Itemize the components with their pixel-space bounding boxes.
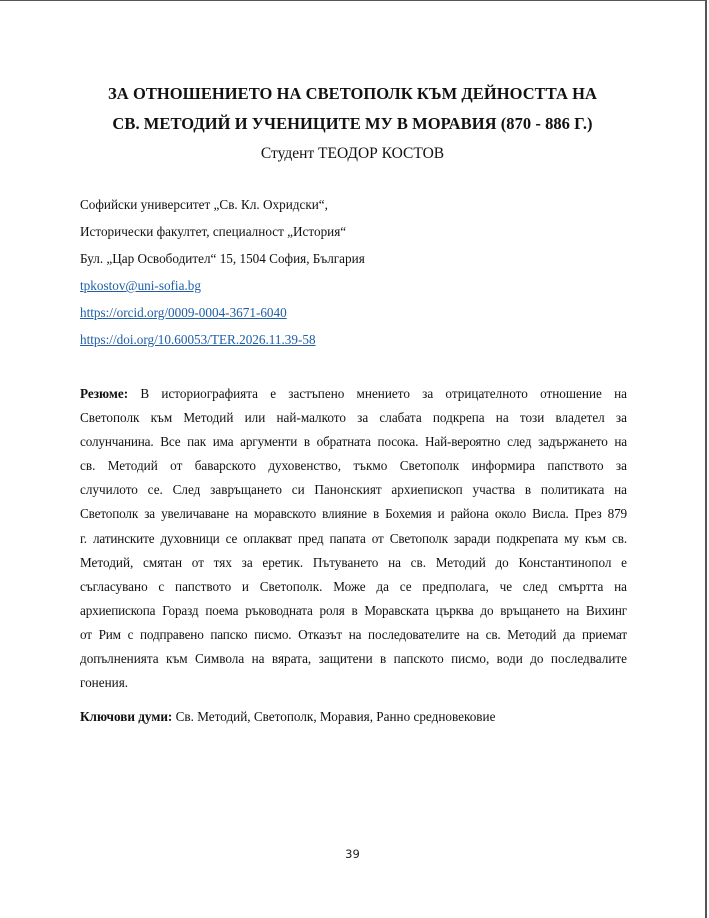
abstract-line: съгласувано с папството и Светополк. Може да се предполага, че след смъртта на (80, 578, 627, 594)
keywords (80, 708, 495, 726)
orcid-link[interactable]: https://orcid.org/0009-0004-3671-6040 (80, 305, 287, 320)
abstract-line: гонения. (80, 675, 129, 691)
affiliation-address: Бул. „Цар Освободител“ 15, 1504 София, България (80, 251, 365, 266)
abstract-label: Резюме: (80, 386, 129, 401)
email-link[interactable]: tpkostov@uni-sofia.bg (80, 278, 201, 293)
abstract-text: В историографията е застъпено мнението за отрицателното отношение на (128, 386, 627, 401)
doi-link[interactable]: https://doi.org/10.60053/TER.2026.11.39-58 (80, 332, 316, 347)
keywords-value: Св. Методий, Светополк, Моравия, Ранно средновековие (172, 709, 496, 724)
abstract-line: от Рим с подправено папско писмо. Отказът на последователите на св. Методий да приемат (80, 626, 627, 642)
keywords-label: Ключови думи: (80, 709, 173, 724)
abstract-line: Методий, смятан от тях за еретик. Пътуването на св. Методий до Константинопол е (80, 554, 627, 570)
abstract-line: солунчанина. Все пак има аргументи в обратната посока. Най-вероятно след задържането на (80, 434, 627, 450)
abstract-line: св. Методий от баварското духовенство, тъкмо Светополк информира папството за (80, 458, 627, 474)
affiliation-faculty: Исторически факултет, специалност „История“ (80, 224, 347, 239)
affiliation-university: Софийски университет „Св. Кл. Охридски“, (80, 197, 328, 212)
abstract-line: допълненията към Символа на вярата, защитени в папското писмо, води до последвалите (80, 651, 627, 667)
page-number: 39 (345, 847, 360, 861)
abstract-line (80, 382, 627, 406)
paper-title-line-2: СВ. МЕТОДИЙ И УЧЕНИЦИТЕ МУ В МОРАВИЯ (870 - 886 Г.) (112, 114, 593, 133)
author-name: Студент ТЕОДОР КОСТОВ (260, 145, 445, 162)
abstract-line: Светополк към Методий или най-малкото за слабата подкрепа на този владетел за (80, 410, 627, 426)
paper-title-line-1: ЗА ОТНОШЕНИЕТО НА СВЕТОПОЛК КЪМ ДЕЙНОСТТА НА (108, 84, 597, 103)
abstract-line: случилото се. След завръщането си Панонският архиепископ участва в политиката на (80, 482, 627, 498)
abstract (80, 382, 627, 695)
abstract-line: Светополк за увеличаване на моравското влияние в Бохемия и района около Висла. През 879 (80, 506, 627, 522)
abstract-line: архиепископа Горазд поема ръководната роля в Моравската църква до връщането на Вихинг (80, 602, 627, 618)
abstract-line: г. латинските духовници се оплакват пред папата от Светополк заради подкрепата му към св. (80, 530, 627, 546)
